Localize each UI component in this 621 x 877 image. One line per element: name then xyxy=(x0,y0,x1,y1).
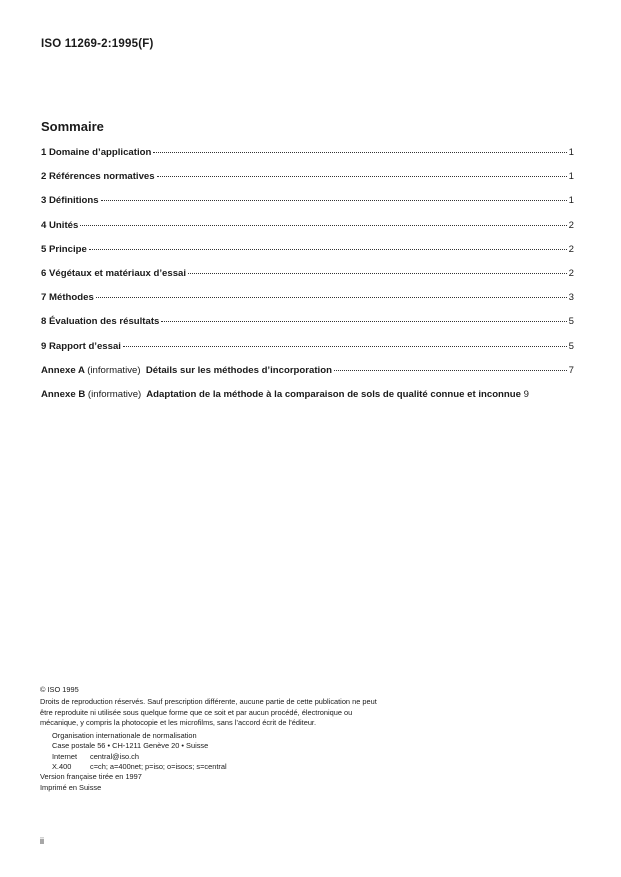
printed-line: Imprimé en Suisse xyxy=(40,782,102,792)
annex-title: Détails sur les méthodes d’incorporation xyxy=(145,364,332,376)
annex-title: Adaptation de la méthode à la comparaison de sols de qualité connue et inconnue xyxy=(146,388,521,400)
table-of-contents xyxy=(41,147,574,413)
toc-entry-label: 7 Méthodes xyxy=(41,292,94,304)
toc-entry-domaine-application[interactable] xyxy=(41,147,574,171)
dot-leader xyxy=(188,273,567,274)
toc-entry-page: 5 xyxy=(568,340,574,352)
internet-value: central@iso.ch xyxy=(90,751,139,761)
postal-address: Case postale 56 • CH-1211 Genève 20 • Suisse xyxy=(52,741,209,751)
internet-label: Internet xyxy=(52,751,78,761)
toc-entry-label: 9 Rapport d’essai xyxy=(41,340,121,352)
toc-entry-label xyxy=(41,365,332,376)
dot-leader xyxy=(334,370,567,371)
toc-entry-page: 2 xyxy=(568,219,574,231)
page-number: ii xyxy=(40,836,44,846)
dot-leader xyxy=(161,321,567,322)
toc-entry-label: 4 Unités xyxy=(41,219,79,231)
copyright-notice: Droits de reproduction réservés. Sauf prescription différente, aucune partie de cette publication ne peut être reproduite ni utilisée sous quelque forme que ce soit et par aucun procédé, électronique ou mécanique, y compris la photocopie et les microfilms, sans l’accord écrit de l’éditeur. xyxy=(40,697,377,727)
toc-entry-annexe-a[interactable] xyxy=(41,365,574,389)
copyright-block xyxy=(40,685,390,793)
toc-entry-vegetaux-materiaux[interactable] xyxy=(41,268,574,292)
toc-entry-definitions[interactable] xyxy=(41,195,574,219)
toc-entry-evaluation-resultats[interactable] xyxy=(41,316,574,340)
annex-letter: Annexe B xyxy=(41,388,86,400)
x400-row xyxy=(40,762,390,772)
version-line: Version française tirée en 1997 xyxy=(40,772,142,782)
dot-leader xyxy=(157,176,567,177)
standard-identifier: ISO 11269-2:1995(F) xyxy=(41,38,154,50)
annex-note: (informative) xyxy=(87,388,142,400)
toc-entry-page: 7 xyxy=(568,364,574,376)
organization-name: Organisation internationale de normalisation xyxy=(52,731,197,741)
toc-entry-page: 1 xyxy=(568,147,574,158)
toc-entry-page: 3 xyxy=(568,292,574,304)
dot-leader xyxy=(80,225,567,226)
toc-entry-page: 5 xyxy=(568,316,574,328)
annex-letter: Annexe A xyxy=(41,364,85,376)
toc-entry-references-normatives[interactable] xyxy=(41,171,574,195)
dot-leader xyxy=(96,297,567,298)
toc-entry-label: 3 Définitions xyxy=(41,195,99,207)
toc-entry-principe[interactable] xyxy=(41,244,574,268)
dot-leader xyxy=(101,200,567,201)
toc-entry-label: 2 Références normatives xyxy=(41,171,155,183)
toc-entry-page: 2 xyxy=(568,243,574,255)
annex-note: (informative) xyxy=(87,364,141,376)
toc-entry-label: 1 Domaine d’application xyxy=(41,147,152,158)
dot-leader xyxy=(123,346,567,347)
toc-entry-annexe-b[interactable] xyxy=(41,389,574,413)
dot-leader xyxy=(153,152,567,153)
toc-entry-label xyxy=(41,389,521,400)
x400-value: c=ch; a=400net; p=iso; o=isocs; s=central xyxy=(90,762,227,772)
toc-entry-methodes[interactable] xyxy=(41,292,574,316)
toc-entry-label: 8 Évaluation des résultats xyxy=(41,316,160,328)
toc-entry-unites[interactable] xyxy=(41,220,574,244)
toc-entry-label: 6 Végétaux et matériaux d’essai xyxy=(41,267,187,279)
toc-entry-label: 5 Principe xyxy=(41,243,87,255)
toc-entry-page: 9 xyxy=(523,388,529,400)
copyright-line: © ISO 1995 xyxy=(40,685,79,694)
toc-entry-rapport-essai[interactable] xyxy=(41,341,574,365)
internet-row xyxy=(40,752,390,762)
toc-entry-page: 2 xyxy=(568,267,574,279)
x400-label: X.400 xyxy=(52,762,72,772)
toc-title: Sommaire xyxy=(41,119,104,134)
toc-entry-page: 1 xyxy=(568,195,574,207)
toc-entry-page: 1 xyxy=(568,171,574,183)
dot-leader xyxy=(89,249,567,250)
